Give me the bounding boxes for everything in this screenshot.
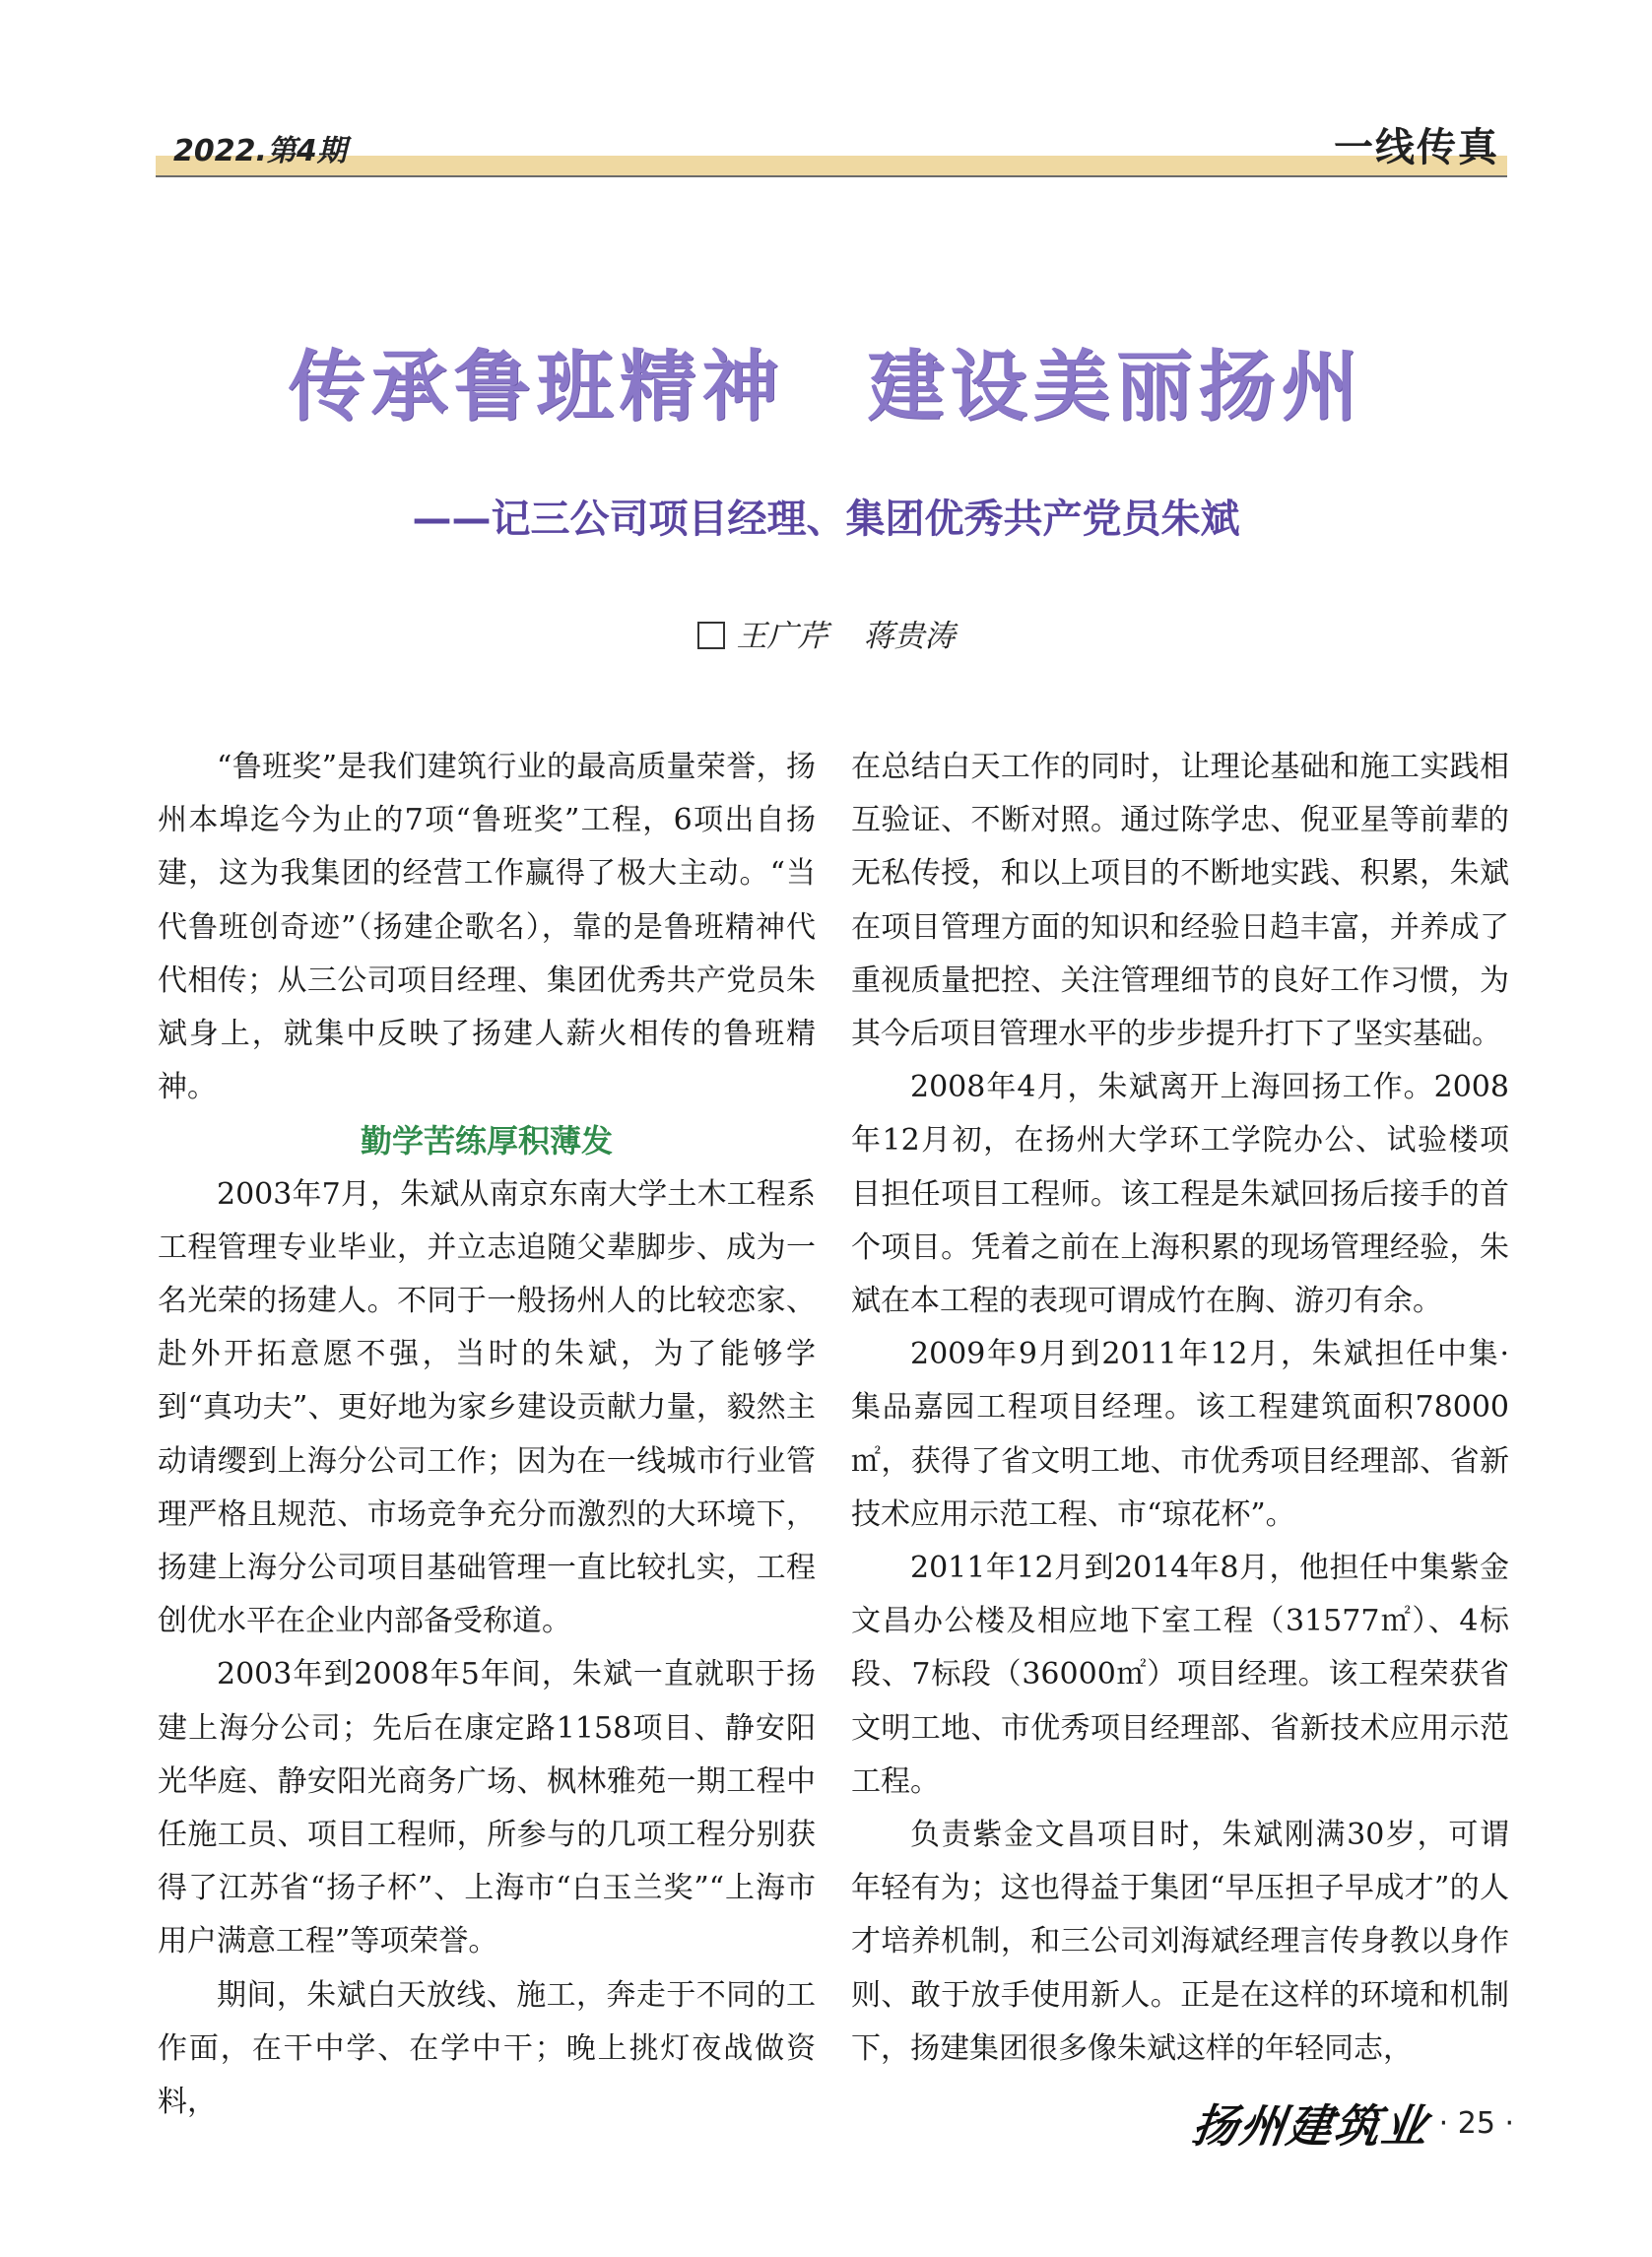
page-number: · 25 · <box>1438 2105 1514 2141</box>
left-column <box>158 741 816 2129</box>
article-subtitle: ——记三公司项目经理、集团优秀共产党员朱斌 <box>412 497 1240 542</box>
paragraph: 期间，朱斌白天放线、施工，奔走于不同的工作面，在干中学、在学中干；晚上挑灯夜战做资料， <box>158 1977 816 2120</box>
paragraph: 2009年9月到2011年12月，朱斌担任中集·集品嘉园工程项目经理。该工程建筑面积78000㎡，获得了省文明工地、市优秀项目经理部、省新技术应用示范工程、市“琼花杯”。 <box>851 1337 1509 1532</box>
header-bar <box>156 156 1507 177</box>
authors-line <box>0 611 1652 655</box>
paragraph: 负责紫金文昌项目时，朱斌刚满30岁，可谓年轻有为；这也得益于集团“早压担子早成才”的人才培养机制，和三公司刘海斌经理言传身教以身作则、敢于放手使用新人。正是在这样的环境和机制下，扬建集团很多像朱斌这样的年轻同志， <box>851 1818 1509 2066</box>
issue-number: 2022.第4期 <box>173 134 347 168</box>
right-column <box>851 741 1509 2076</box>
section-name: 一线传真 <box>1334 125 1499 170</box>
page-footer <box>1188 2093 1514 2153</box>
author-1: 王广芹 <box>736 619 828 654</box>
section-heading: 勤学苦练厚积薄发 <box>360 1122 613 1161</box>
paragraph: 在总结白天工作的同时，让理论基础和施工实践相互验证、不断对照。通过陈学忠、倪亚星等前辈的无私传授，和以上项目的不断地实践、积累，朱斌在项目管理方面的知识和经验日趋丰富，并养成了重视质量把控、关注管理细节的良好工作习惯，为其今后项目管理水平的步步提升打下了坚实基础。 <box>851 750 1509 1052</box>
page-header <box>156 116 1507 175</box>
paragraph: 2008年4月，朱斌离开上海回扬工作。2008年12月初，在扬州大学环工学院办公、试验楼项目担任项目工程师。该工程是朱斌回扬后接手的首个项目。凭着之前在上海积累的现场管理经验，朱斌在本工程的表现可谓成竹在胸、游刃有余。 <box>851 1070 1509 1319</box>
article-title: 传承鲁班精神 建设美丽扬州 <box>288 343 1364 431</box>
square-icon <box>697 622 725 649</box>
paragraph: 2003年到2008年5年间，朱斌一直就职于扬建上海分公司；先后在康定路1158项目、静安阳光华庭、静安阳光商务广场、枫林雅苑一期工程中任施工员、项目工程师，所参与的几项工程分别获得了江苏省“扬子杯”、上海市“白玉兰奖”“上海市用户满意工程”等项荣誉。 <box>158 1657 816 1959</box>
magazine-logo: 扬州建筑业 <box>1188 2099 1433 2153</box>
paragraph: 2003年7月，朱斌从南京东南大学土木工程系工程管理专业毕业，并立志追随父辈脚步、成为一名光荣的扬建人。不同于一般扬州人的比较恋家、赴外开拓意愿不强，当时的朱斌，为了能够学到“真功夫”、更好地为家乡建设贡献力量，毅然主动请缨到上海分公司工作；因为在一线城市行业管理严格且规范、市场竞争充分而激烈的大环境下，扬建上海分公司项目基础管理一直比较扎实，工程创优水平在企业内部备受称道。 <box>158 1176 816 1639</box>
paragraph: “鲁班奖”是我们建筑行业的最高质量荣誉，扬州本埠迄今为止的7项“鲁班奖”工程，6项出自扬建，这为我集团的经营工作赢得了极大主动。“当代鲁班创奇迹”（扬建企歌名），靠的是鲁班精神代代相传；从三公司项目经理、集团优秀共产党员朱斌身上，就集中反映了扬建人薪火相传的鲁班精神。 <box>158 750 816 1105</box>
paragraph: 2011年12月到2014年8月，他担任中集紫金文昌办公楼及相应地下室工程（31577㎡）、4标段、7标段（36000㎡）项目经理。该工程荣获省文明工地、市优秀项目经理部、省新技术应用示范工程。 <box>851 1551 1509 1799</box>
author-2: 蒋贵涛 <box>863 619 956 654</box>
